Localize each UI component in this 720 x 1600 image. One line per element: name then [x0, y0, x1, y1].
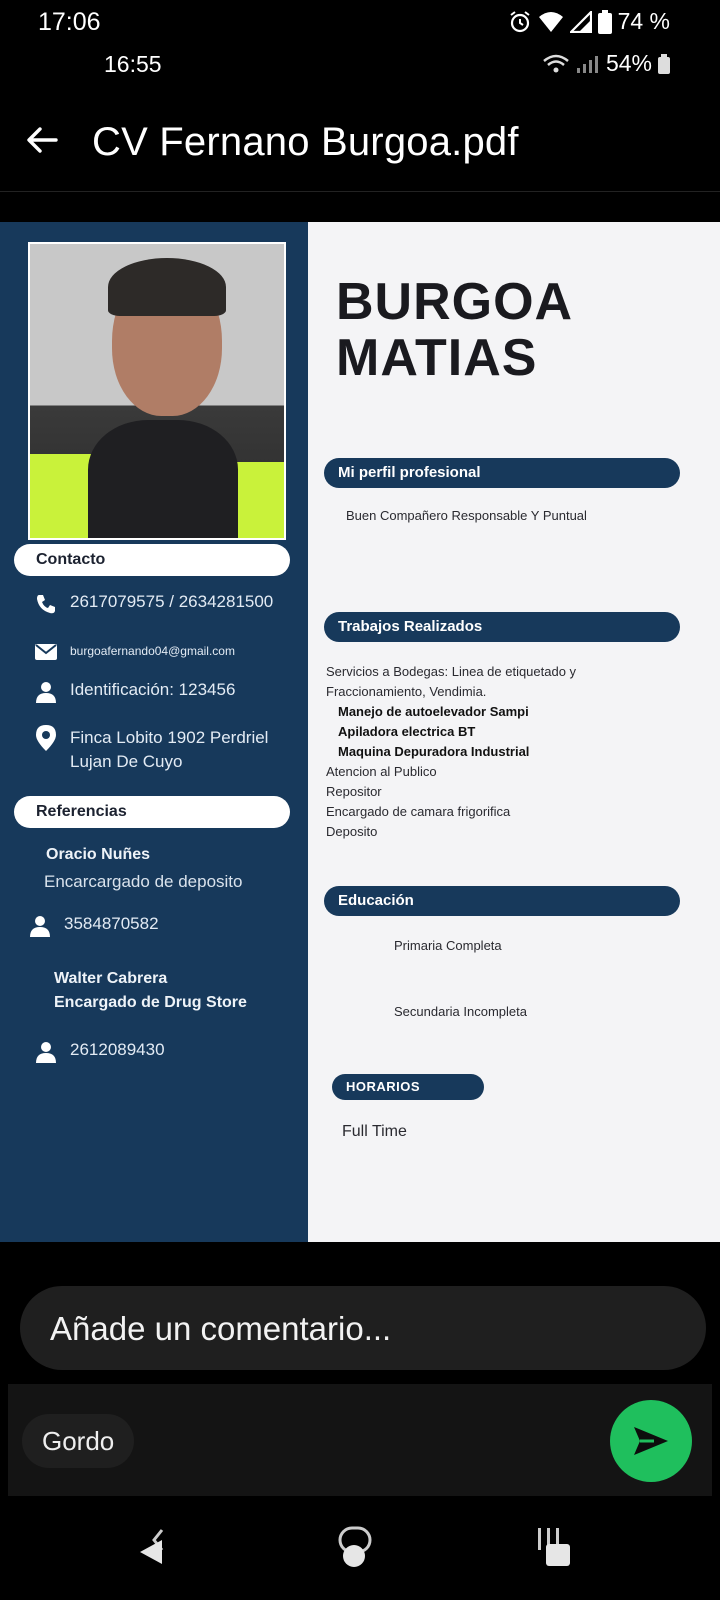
- contact-address: Finca Lobito 1902 Perdriel Lujan De Cuyo: [34, 726, 268, 774]
- status-bar-inner: [0, 46, 720, 86]
- status-time: 17:06: [38, 8, 101, 36]
- contact-header: Contacto: [14, 544, 290, 576]
- recipient-chip-label: Gordo: [42, 1426, 115, 1456]
- reference-1-phone: 3584870582: [28, 914, 159, 938]
- mail-icon: [34, 640, 58, 664]
- cv-sidebar: [0, 222, 308, 1242]
- profile-text: Buen Compañero Responsable Y Puntual: [346, 508, 587, 523]
- phone-icon: [34, 592, 58, 616]
- profile-photo: [28, 242, 286, 540]
- comment-input[interactable]: [20, 1286, 706, 1370]
- location-pin-icon: [34, 726, 58, 750]
- jobs-header: Trabajos Realizados: [324, 612, 680, 642]
- education-header: Educación: [324, 886, 680, 916]
- references-header: Referencias: [14, 796, 290, 828]
- arrow-left-icon[interactable]: [22, 120, 62, 160]
- reference-1-name: Oracio Nuñes: [46, 846, 151, 863]
- battery-icon: [598, 10, 612, 34]
- signal-icon: [570, 11, 592, 33]
- signal-icon: [576, 54, 600, 74]
- pdf-preview[interactable]: Contacto 2617079575 / 2634281500 burgoafernando04@gmail.com Identificación: 123456 Finca Lobito 1902 Perdriel Lujan De Cuyo Referencias Oracio Nuñes Encarcargado de deposito 3584870582 Walter Cabrera Encargado de Drug Store 2612089430 BURGOA MATIAS Mi perfil profesional Buen Compañero Responsable Y Puntual Trabajos Realizados Servicios a Bodegas: Linea de etiquetado y Fraccionamiento, Vendimia. Manejo de autoelevador Sampi Apiladora electrica BT Maquina Depuradora Industrial Atencion al Publico Repositor Encargado de camara frigorifica Deposito Educación Primaria Completa Secundaria Incompleta HORARIOS Full Time: [0, 222, 720, 1242]
- person-icon: [34, 680, 58, 704]
- person-icon: [28, 914, 52, 938]
- contact-email: burgoafernando04@gmail.com: [34, 640, 235, 664]
- send-button[interactable]: [610, 1400, 692, 1482]
- recents-nav-icon[interactable]: [530, 1526, 590, 1582]
- send-icon: [632, 1425, 670, 1457]
- recipient-chip[interactable]: [22, 1414, 134, 1468]
- inner-status-time: 16:55: [104, 51, 162, 77]
- reference-2-role: Encargado de Drug Store: [54, 994, 247, 1011]
- hours-text: Full Time: [342, 1123, 407, 1140]
- contact-id: Identificación: 123456: [34, 680, 235, 704]
- contact-phone: 2617079575 / 2634281500: [34, 592, 273, 616]
- reference-2-name: Walter Cabrera: [54, 970, 168, 987]
- cv-name: BURGOA MATIAS: [336, 273, 574, 387]
- wifi-icon: [542, 54, 570, 74]
- reference-2-phone: 2612089430: [34, 1040, 165, 1064]
- alarm-icon: [508, 10, 532, 34]
- battery-icon: [658, 54, 670, 74]
- document-title: CV Fernano Burgoa.pdf: [92, 120, 519, 164]
- person-icon: [34, 1040, 58, 1064]
- home-nav-icon[interactable]: [326, 1526, 386, 1582]
- status-battery: 74 %: [617, 8, 670, 34]
- status-bar-top: [0, 0, 720, 46]
- inner-status-battery: 54%: [605, 50, 652, 76]
- hours-header: HORARIOS: [332, 1074, 484, 1100]
- profile-header: Mi perfil profesional: [324, 458, 680, 488]
- back-nav-icon[interactable]: [130, 1526, 190, 1582]
- app-bar: [0, 96, 720, 192]
- compose-bar: [8, 1384, 712, 1496]
- comment-placeholder: Añade un comentario...: [50, 1310, 392, 1347]
- status-icons: [508, 8, 670, 35]
- system-nav-bar: [0, 1506, 720, 1600]
- reference-1-role: Encarcargado de deposito: [44, 872, 243, 891]
- education-secondary: Secundaria Incompleta: [394, 1004, 527, 1019]
- inner-status-icons: [542, 50, 670, 77]
- education-primary: Primaria Completa: [394, 938, 502, 953]
- wifi-icon: [538, 11, 564, 33]
